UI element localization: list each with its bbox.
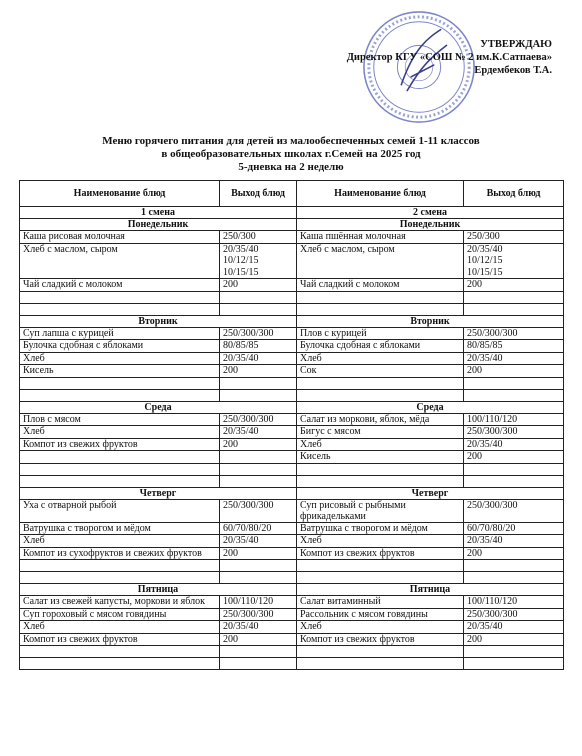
empty-cell bbox=[220, 303, 297, 315]
dish-shift-2: Хлеб bbox=[297, 352, 464, 365]
output-value: 20/35/40 bbox=[223, 243, 259, 255]
empty-row bbox=[20, 291, 564, 303]
dish-shift-1: Хлеб bbox=[20, 352, 220, 365]
table-row bbox=[20, 621, 564, 634]
output-shift-2 bbox=[464, 352, 564, 365]
output-shift-2 bbox=[464, 426, 564, 439]
output-shift-2 bbox=[464, 327, 564, 340]
empty-cell bbox=[464, 389, 564, 401]
dish-shift-2: Каша пшённая молочная bbox=[297, 231, 464, 244]
output-value: 200 bbox=[467, 279, 482, 290]
output-value: 100/110/120 bbox=[467, 596, 518, 607]
shift-row bbox=[20, 207, 564, 219]
output-shift-2 bbox=[464, 522, 564, 535]
output-value: 20/35/40 bbox=[467, 438, 503, 450]
empty-cell bbox=[20, 303, 220, 315]
table-row bbox=[20, 352, 564, 365]
empty-row bbox=[20, 389, 564, 401]
table-row bbox=[20, 231, 564, 244]
dish-shift-1: Плов с мясом bbox=[20, 413, 220, 426]
table-row bbox=[20, 535, 564, 548]
empty-cell bbox=[464, 475, 564, 487]
output-value: 250/300/300 bbox=[467, 608, 518, 620]
output-shift-2 bbox=[464, 340, 564, 353]
dish-shift-2: Бигус с мясом bbox=[297, 426, 464, 439]
empty-cell bbox=[20, 572, 220, 584]
output-value: 200 bbox=[467, 633, 482, 645]
table-row bbox=[20, 608, 564, 621]
day-name-shift-2: Среда bbox=[297, 401, 564, 413]
approval-title: УТВЕРЖДАЮ bbox=[480, 39, 552, 50]
empty-cell bbox=[220, 291, 297, 303]
empty-cell bbox=[297, 658, 464, 670]
dish-shift-2: Кисель bbox=[297, 451, 464, 464]
empty-row bbox=[20, 572, 564, 584]
output-value: 60/70/80/20 bbox=[467, 522, 516, 534]
output-shift-1 bbox=[220, 438, 297, 451]
empty-cell bbox=[464, 658, 564, 670]
table-row bbox=[20, 499, 564, 522]
dish-shift-2: Компот из свежих фруктов bbox=[297, 633, 464, 646]
day-name-shift-2: Понедельник bbox=[297, 219, 564, 231]
header-dish-2: Наименование блюд bbox=[297, 181, 464, 207]
output-shift-1 bbox=[220, 231, 297, 244]
shift-2-label: 2 смена bbox=[297, 207, 564, 219]
output-value: 20/35/40 bbox=[467, 243, 503, 255]
dish-shift-2: Хлеб с маслом, сыром bbox=[297, 243, 464, 279]
empty-cell bbox=[220, 377, 297, 389]
output-value: 200 bbox=[223, 365, 238, 376]
table-row bbox=[20, 279, 564, 292]
output-value: 10/12/15 bbox=[223, 255, 259, 266]
empty-cell bbox=[220, 560, 297, 572]
output-value: 100/110/120 bbox=[467, 413, 518, 425]
dish-shift-2: Булочка сдобная с яблоками bbox=[297, 340, 464, 353]
output-value: 20/35/40 bbox=[467, 535, 503, 546]
dish-shift-1: Каша рисовая молочная bbox=[20, 231, 220, 244]
output-value: 20/35/40 bbox=[223, 535, 259, 546]
output-value: 20/35/40 bbox=[467, 352, 503, 364]
menu-table bbox=[19, 180, 564, 670]
heading-line-2: в общеобразовательных школах г.Семей на 2025 год bbox=[161, 148, 421, 160]
dish-shift-2: Хлеб bbox=[297, 621, 464, 634]
dish-shift-2: Салат витаминный bbox=[297, 596, 464, 609]
output-value: 10/12/15 bbox=[467, 255, 503, 266]
output-shift-2 bbox=[464, 365, 564, 378]
day-row bbox=[20, 487, 564, 499]
output-value: 20/35/40 bbox=[223, 426, 259, 437]
output-shift-1 bbox=[220, 621, 297, 634]
table-row bbox=[20, 596, 564, 609]
output-shift-1 bbox=[220, 327, 297, 340]
day-row bbox=[20, 584, 564, 596]
dish-shift-2: Хлеб bbox=[297, 535, 464, 548]
empty-cell bbox=[220, 572, 297, 584]
empty-cell bbox=[220, 658, 297, 670]
dish-shift-1: Кисель bbox=[20, 365, 220, 378]
empty-cell bbox=[464, 291, 564, 303]
output-shift-1 bbox=[220, 413, 297, 426]
output-value: 250/300/300 bbox=[223, 327, 274, 339]
output-shift-2 bbox=[464, 243, 564, 279]
empty-cell bbox=[20, 291, 220, 303]
output-value: 250/300/300 bbox=[467, 499, 518, 511]
day-name-shift-1: Вторник bbox=[20, 315, 297, 327]
day-name-shift-2: Пятница bbox=[297, 584, 564, 596]
empty-cell bbox=[220, 463, 297, 475]
output-value: 10/15/15 bbox=[467, 266, 503, 278]
approval-name: Ердембеков Т.А. bbox=[474, 65, 552, 76]
table-row bbox=[20, 633, 564, 646]
output-shift-2 bbox=[464, 535, 564, 548]
dish-shift-1: Булочка сдобная с яблоками bbox=[20, 340, 220, 353]
dish-shift-1 bbox=[20, 451, 220, 464]
output-value: 200 bbox=[467, 451, 482, 462]
heading-line-1: Меню горячего питания для детей из малообеспеченных семей 1-11 классов bbox=[102, 135, 480, 147]
empty-cell bbox=[20, 377, 220, 389]
heading-line-3: 5-дневка на 2 неделю bbox=[238, 161, 344, 173]
output-value: 200 bbox=[223, 633, 238, 645]
table-header-row bbox=[20, 181, 564, 207]
table-row bbox=[20, 340, 564, 353]
day-row bbox=[20, 315, 564, 327]
empty-cell bbox=[20, 658, 220, 670]
table-row bbox=[20, 327, 564, 340]
day-name-shift-1: Среда bbox=[20, 401, 297, 413]
empty-row bbox=[20, 463, 564, 475]
output-shift-1 bbox=[220, 352, 297, 365]
day-name-shift-1: Пятница bbox=[20, 584, 297, 596]
table-row bbox=[20, 365, 564, 378]
empty-cell bbox=[464, 560, 564, 572]
shift-1-label: 1 смена bbox=[20, 207, 297, 219]
output-value: 200 bbox=[467, 365, 482, 376]
table-row bbox=[20, 451, 564, 464]
dish-shift-1: Ватрушка с творогом и мёдом bbox=[20, 522, 220, 535]
output-shift-1 bbox=[220, 365, 297, 378]
dish-shift-2: Салат из моркови, яблок, мёда bbox=[297, 413, 464, 426]
output-value: 250/300/300 bbox=[223, 608, 274, 620]
output-shift-1 bbox=[220, 596, 297, 609]
dish-shift-1: Хлеб bbox=[20, 426, 220, 439]
output-value: 200 bbox=[223, 438, 238, 450]
empty-row bbox=[20, 658, 564, 670]
output-shift-2 bbox=[464, 499, 564, 522]
empty-cell bbox=[20, 646, 220, 658]
empty-row bbox=[20, 560, 564, 572]
output-shift-1 bbox=[220, 451, 297, 464]
table-row bbox=[20, 413, 564, 426]
header-dish-1: Наименование блюд bbox=[20, 181, 220, 207]
dish-shift-1: Хлеб с маслом, сыром bbox=[20, 243, 220, 279]
empty-cell bbox=[220, 646, 297, 658]
output-value: 250/300/300 bbox=[223, 499, 274, 511]
empty-cell bbox=[297, 475, 464, 487]
dish-shift-1: Компот из свежих фруктов bbox=[20, 633, 220, 646]
output-shift-2 bbox=[464, 438, 564, 451]
output-shift-1 bbox=[220, 243, 297, 279]
dish-shift-2: Компот из свежих фруктов bbox=[297, 547, 464, 560]
dish-shift-2: Хлеб bbox=[297, 438, 464, 451]
table-row bbox=[20, 243, 564, 279]
empty-cell bbox=[220, 389, 297, 401]
dish-shift-1: Салат из свежей капусты, моркови и яблок bbox=[20, 596, 220, 609]
output-shift-2 bbox=[464, 279, 564, 292]
output-value: 250/300/300 bbox=[467, 426, 518, 437]
day-name-shift-1: Четверг bbox=[20, 487, 297, 499]
dish-shift-1: Суп гороховый с мясом говядины bbox=[20, 608, 220, 621]
approval-block bbox=[347, 38, 552, 77]
output-value: 250/300/300 bbox=[223, 413, 274, 425]
empty-cell bbox=[297, 291, 464, 303]
empty-cell bbox=[464, 572, 564, 584]
output-value: 60/70/80/20 bbox=[223, 522, 272, 534]
output-shift-1 bbox=[220, 547, 297, 560]
empty-cell bbox=[20, 463, 220, 475]
empty-row bbox=[20, 475, 564, 487]
table-row bbox=[20, 426, 564, 439]
output-value: 20/35/40 bbox=[223, 621, 259, 632]
dish-shift-1: Чай сладкий с молоком bbox=[20, 279, 220, 292]
output-shift-2 bbox=[464, 413, 564, 426]
menu-table-body bbox=[20, 181, 564, 670]
day-name-shift-2: Вторник bbox=[297, 315, 564, 327]
output-shift-1 bbox=[220, 522, 297, 535]
empty-cell bbox=[20, 560, 220, 572]
dish-shift-2: Рассольник с мясом говядины bbox=[297, 608, 464, 621]
output-shift-1 bbox=[220, 499, 297, 522]
dish-shift-1: Хлеб bbox=[20, 535, 220, 548]
empty-cell bbox=[464, 646, 564, 658]
output-value: 250/300 bbox=[467, 231, 500, 242]
output-shift-2 bbox=[464, 231, 564, 244]
empty-cell bbox=[297, 572, 464, 584]
output-shift-1 bbox=[220, 535, 297, 548]
output-value: 200 bbox=[223, 547, 238, 559]
output-value: 80/85/85 bbox=[467, 340, 503, 351]
output-value: 100/110/120 bbox=[223, 596, 274, 607]
empty-cell bbox=[464, 303, 564, 315]
output-value: 250/300/300 bbox=[467, 327, 518, 339]
day-name-shift-2: Четверг bbox=[297, 487, 564, 499]
output-value: 200 bbox=[223, 279, 238, 290]
output-shift-1 bbox=[220, 279, 297, 292]
output-shift-2 bbox=[464, 621, 564, 634]
table-row bbox=[20, 438, 564, 451]
output-shift-1 bbox=[220, 426, 297, 439]
output-shift-1 bbox=[220, 633, 297, 646]
empty-cell bbox=[297, 303, 464, 315]
output-value: 250/300 bbox=[223, 231, 256, 242]
dish-shift-2: Чай сладкий с молоком bbox=[297, 279, 464, 292]
output-shift-1 bbox=[220, 340, 297, 353]
empty-cell bbox=[20, 389, 220, 401]
dish-shift-1: Компот из сухофруктов и свежих фруктов bbox=[20, 547, 220, 560]
empty-cell bbox=[297, 389, 464, 401]
dish-shift-1: Суп лапша с курицей bbox=[20, 327, 220, 340]
output-value: 200 bbox=[467, 547, 482, 559]
output-shift-2 bbox=[464, 547, 564, 560]
empty-cell bbox=[464, 463, 564, 475]
output-shift-2 bbox=[464, 596, 564, 609]
day-row bbox=[20, 401, 564, 413]
empty-row bbox=[20, 303, 564, 315]
empty-row bbox=[20, 377, 564, 389]
header-output-1: Выход блюд bbox=[220, 181, 297, 207]
dish-shift-2: Плов с курицей bbox=[297, 327, 464, 340]
table-row bbox=[20, 547, 564, 560]
header-output-2: Выход блюд bbox=[464, 181, 564, 207]
dish-shift-2: Суп рисовый с рыбными фрикадельками bbox=[297, 499, 464, 522]
dish-shift-2: Сок bbox=[297, 365, 464, 378]
empty-cell bbox=[20, 475, 220, 487]
output-value: 20/35/40 bbox=[223, 352, 259, 364]
output-shift-2 bbox=[464, 451, 564, 464]
approval-position: Директор КГУ «СОШ № 2 им.К.Сатпаева» bbox=[346, 52, 552, 63]
table-row bbox=[20, 522, 564, 535]
dish-shift-1: Уха с отварной рыбой bbox=[20, 499, 220, 522]
empty-cell bbox=[464, 377, 564, 389]
empty-row bbox=[20, 646, 564, 658]
output-shift-2 bbox=[464, 608, 564, 621]
empty-cell bbox=[297, 463, 464, 475]
empty-cell bbox=[297, 560, 464, 572]
document-heading bbox=[0, 135, 582, 174]
output-value: 10/15/15 bbox=[223, 266, 259, 278]
output-value: 20/35/40 bbox=[467, 621, 503, 632]
empty-cell bbox=[220, 475, 297, 487]
empty-cell bbox=[297, 646, 464, 658]
output-value: 80/85/85 bbox=[223, 340, 259, 351]
day-row bbox=[20, 219, 564, 231]
output-shift-1 bbox=[220, 608, 297, 621]
empty-cell bbox=[297, 377, 464, 389]
dish-shift-1: Компот из свежих фруктов bbox=[20, 438, 220, 451]
output-shift-2 bbox=[464, 633, 564, 646]
day-name-shift-1: Понедельник bbox=[20, 219, 297, 231]
dish-shift-2: Ватрушка с творогом и мёдом bbox=[297, 522, 464, 535]
dish-shift-1: Хлеб bbox=[20, 621, 220, 634]
